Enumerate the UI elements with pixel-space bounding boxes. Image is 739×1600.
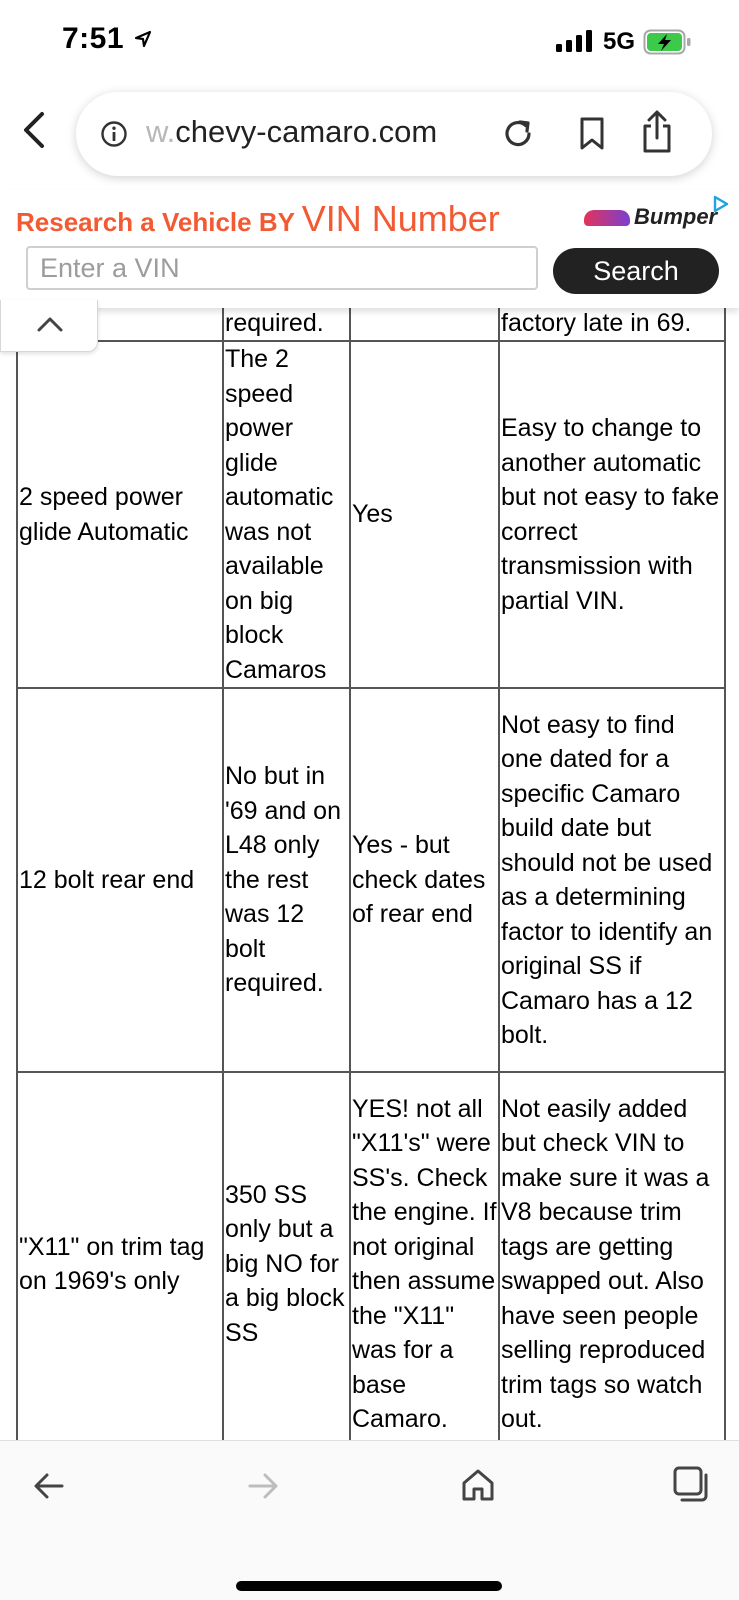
table-cell: required.: [223, 269, 350, 341]
table-row: [17, 1072, 725, 1456]
home-indicator[interactable]: [236, 1581, 502, 1591]
location-arrow-icon: [134, 30, 152, 53]
reload-icon[interactable]: [500, 116, 536, 157]
status-time: 7:51: [62, 22, 125, 55]
collapse-ad-button[interactable]: [0, 300, 98, 352]
notes-cell: Not easy to find one dated for a specific Camaro build date but should not be used as a determining factor to identify an original SS if Camaro has a 12 bolt.: [499, 688, 725, 1072]
bumper-logo-icon: [584, 210, 630, 226]
info-icon[interactable]: [100, 120, 128, 153]
back-chevron-icon[interactable]: [18, 110, 58, 158]
option-cell: "X11" on trim tag on 1969's only: [17, 1072, 223, 1456]
required-cell: 350 SS only but a big NO for a big block SS: [223, 1072, 350, 1456]
address-bar[interactable]: [76, 92, 712, 176]
page-content: [0, 308, 739, 1440]
ad-headline-prefix: Research a Vehicle BY: [16, 207, 302, 237]
back-arrow-icon[interactable]: [32, 1469, 66, 1508]
tabs-icon[interactable]: [672, 1465, 710, 1508]
option-cell: 2 speed power glide Automatic: [17, 341, 223, 688]
table-cell: factory late in 69.: [499, 269, 725, 341]
home-icon[interactable]: [460, 1467, 496, 1508]
browser-nav: [0, 86, 739, 190]
table-row: [17, 688, 725, 1072]
ad-banner[interactable]: [0, 190, 739, 308]
ad-headline-emphasis: VIN Number: [301, 198, 500, 239]
ad-brand-name: Bumper: [634, 204, 718, 229]
ad-headline[interactable]: [16, 198, 500, 240]
notes-cell: Easy to change to another automatic but not easy to fake correct transmission with partial VIN.: [499, 341, 725, 688]
bookmark-icon[interactable]: [577, 116, 607, 157]
adchoices-icon[interactable]: [712, 194, 730, 219]
vin-search-button[interactable]: Search: [553, 248, 719, 294]
url-prefix: w.: [146, 114, 176, 149]
url-text[interactable]: [146, 114, 437, 150]
ss-verification-table: [16, 268, 726, 1517]
vin-input[interactable]: [26, 246, 538, 290]
browser-toolbar: [0, 1440, 739, 1600]
url-domain: chevy-camaro.com: [175, 114, 438, 149]
signal-bars-icon: [556, 30, 596, 57]
notes-cell: Not easily added but check VIN to make sure it was a V8 because trim tags are getting swapped out. Also have seen people selling reproduced trim tags so watch out.: [499, 1072, 725, 1456]
required-cell: The 2 speed power glide automatic was not available on big block Camaros: [223, 341, 350, 688]
forward-arrow-icon[interactable]: [246, 1469, 280, 1508]
verify-cell: Yes - but check dates of rear end: [350, 688, 499, 1072]
table-row: [17, 341, 725, 688]
verify-cell: Yes: [350, 341, 499, 688]
option-cell: 12 bolt rear end: [17, 688, 223, 1072]
share-icon[interactable]: [640, 110, 674, 159]
verify-cell: YES! not all "X11's" were SS's. Check the engine. If not original then assume the "X11" was for a base Camaro.: [350, 1072, 499, 1456]
chevron-up-icon: [37, 316, 63, 332]
battery-charging-icon: [643, 28, 693, 61]
status-bar: [0, 0, 739, 86]
required-cell: No but in '69 and on L48 only the rest was 12 bolt required.: [223, 688, 350, 1072]
network-type: 5G: [603, 28, 636, 55]
ad-brand-logo[interactable]: [584, 204, 717, 230]
